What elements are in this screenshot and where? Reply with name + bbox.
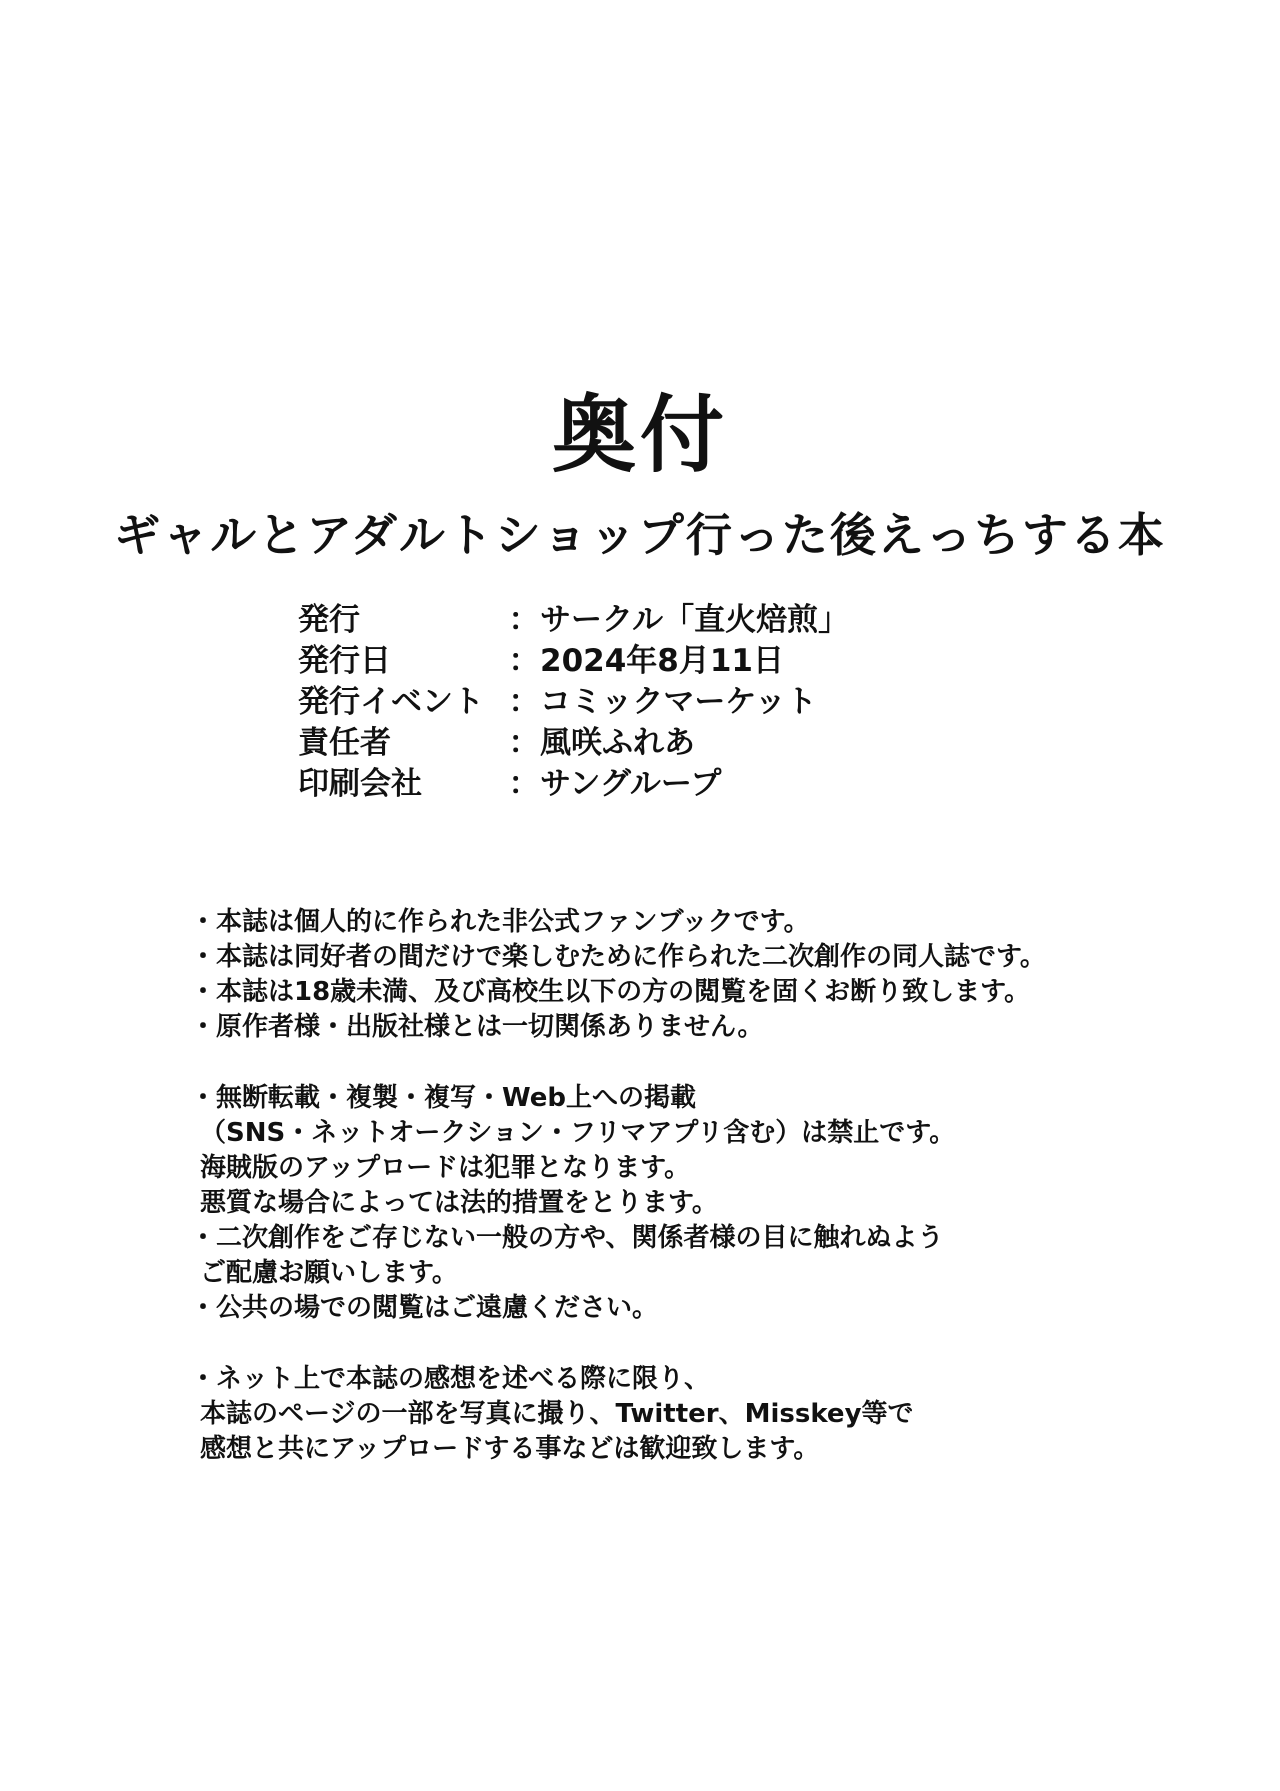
colophon-separator: ：	[508, 684, 540, 720]
colophon-separator: ：	[508, 602, 540, 638]
notes-group-disclaimer	[190, 905, 1190, 1045]
page-title: 奥付	[551, 386, 728, 484]
colophon-row-publisher	[298, 600, 998, 641]
note-line: 感想と共にアップロードする事などは歓迎致します。	[200, 1434, 820, 1464]
note-line: 海賊版のアップロードは犯罪となります。	[200, 1153, 691, 1183]
colophon-label: 発行イベント	[298, 684, 484, 720]
note-line: ・無断転載・複製・複写・Web上への掲載	[190, 1083, 696, 1113]
notes-group-sharing	[190, 1362, 1190, 1467]
note-line: ご配慮お願いします。	[200, 1258, 458, 1288]
colophon-value: コミックマーケット	[540, 684, 817, 720]
colophon-label: 発行日	[298, 643, 391, 679]
colophon-label: 印刷会社	[298, 766, 422, 802]
colophon-value: 風咲ふれあ	[540, 725, 695, 761]
book-title: ギャルとアダルトショップ行った後えっちする本	[114, 508, 1166, 562]
note-line: 悪質な場合によっては法的措置をとります。	[200, 1188, 718, 1218]
notes-group-prohibitions	[190, 1081, 1190, 1326]
colophon-table	[298, 600, 998, 805]
colophon-row-event	[298, 682, 998, 723]
note-line: ・公共の場での閲覧はご遠慮ください。	[190, 1293, 659, 1323]
colophon-label: 発行	[298, 602, 360, 638]
colophon-row-responsible	[298, 723, 998, 764]
notes-section	[190, 905, 1190, 1503]
colophon-value: サークル「直火焙煎」	[540, 602, 850, 638]
colophon-row-date	[298, 641, 998, 682]
colophon-value: サングループ	[540, 766, 722, 802]
note-line: ・本誌は個人的に作られた非公式ファンブックです。	[190, 907, 810, 937]
note-line: ・ネット上で本誌の感想を述べる際に限り、	[190, 1364, 711, 1394]
colophon-separator: ：	[508, 725, 540, 761]
colophon-value: 2024年8月11日	[540, 643, 784, 679]
note-line: ・二次創作をご存じない一般の方や、関係者様の目に触れぬよう	[190, 1223, 944, 1253]
colophon-separator: ：	[508, 643, 540, 679]
note-line: ・本誌は同好者の間だけで楽しむために作られた二次創作の同人誌です。	[190, 942, 1046, 972]
note-line: ・原作者様・出版社様とは一切関係ありません。	[190, 1012, 764, 1042]
note-line: ・本誌は18歳未満、及び高校生以下の方の閲覧を固くお断り致します。	[190, 977, 1031, 1007]
note-line: （SNS・ネットオークション・フリマアプリ含む）は禁止です。	[200, 1118, 956, 1148]
note-line: 本誌のページの一部を写真に撮り、Twitter、Misskey等で	[200, 1399, 914, 1429]
colophon-row-printer	[298, 764, 998, 805]
colophon-separator: ：	[508, 766, 540, 802]
colophon-label: 責任者	[298, 725, 391, 761]
